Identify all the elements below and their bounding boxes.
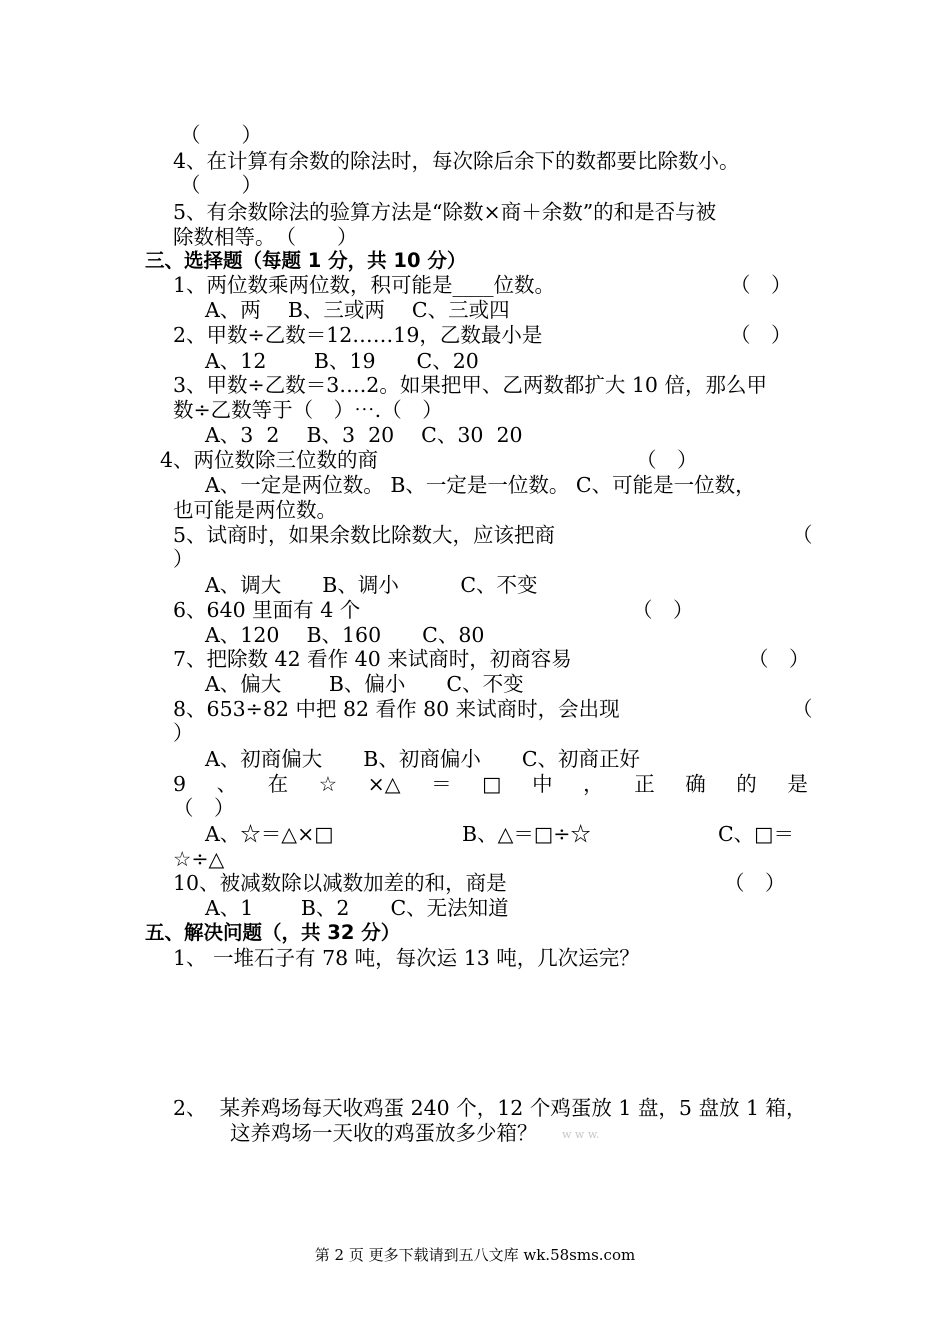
answer-paren: （ ）: [180, 123, 262, 147]
answer-paren: （ ）: [748, 647, 810, 671]
solve-p2-line1: 2、 某养鸡场每天收鸡蛋 240 个，12 个鸡蛋放 1 盘，5 盘放 1 箱，: [173, 1096, 807, 1120]
choice-q10: 10、被减数除以减数加差的和，商是: [173, 871, 507, 895]
answer-paren: （ ）: [724, 871, 786, 895]
choice-q1-options: A、两 B、三或两 C、三或四: [205, 298, 510, 322]
watermark-text: w w w.: [562, 1128, 600, 1141]
page-footer: 第 2 页 更多下载请到五八文库 wk.58sms.com: [314, 1246, 636, 1264]
judge-q5-line2: 除数相等。 （ ）: [173, 225, 358, 249]
choice-q5-options: A、调大 B、调小 C、不变: [205, 573, 538, 597]
choice-q9: 9 、 在 ☆ ×△ ＝ □ 中 ， 正 确 的 是: [173, 772, 808, 796]
answer-paren: （ ）: [632, 598, 694, 622]
choice-q2: 2、甲数÷乙数＝12……19，乙数最小是: [173, 323, 543, 347]
choice-q3-line2: 数÷乙数等于（ ）⋯.（ ）: [173, 398, 443, 422]
answer-paren: （ ）: [730, 273, 792, 297]
choice-q9-option-c: C、□＝: [718, 822, 795, 846]
answer-paren: （ ）: [173, 796, 235, 820]
choice-q9-option-c-cont: ☆÷△: [173, 847, 225, 871]
section-header-solve: 五、解决问题（，共 32 分）: [145, 921, 401, 944]
choice-q3-options: A、3 2 B、3 20 C、30 20: [205, 423, 523, 447]
choice-q4-options-line1: A、一定是两位数。 B、一定是一位数。 C、可能是一位数，: [205, 473, 756, 497]
choice-q10-options: A、1 B、2 C、无法知道: [205, 896, 509, 920]
choice-q5: 5、试商时，如果余数比除数大，应该把商: [173, 523, 556, 547]
choice-q7-options: A、偏大 B、偏小 C、不变: [205, 672, 524, 696]
solve-p1: 1、 一堆石子有 78 吨，每次运 13 吨，几次运完？: [173, 946, 640, 970]
judge-q4: 4、在计算有余数的除法时，每次除后余下的数都要比除数小。: [173, 149, 740, 173]
answer-paren: （ ）: [636, 448, 698, 472]
answer-paren-open: （: [792, 697, 813, 721]
choice-q6: 6、640 里面有 4 个: [173, 598, 361, 622]
choice-q4: 4、两位数除三位数的商: [160, 448, 379, 472]
answer-paren-close: ）: [173, 721, 194, 745]
section-header-choice: 三、选择题（每题 1 分，共 10 分）: [145, 249, 467, 272]
judge-q5-line1: 5、有余数除法的验算方法是“除数×商＋余数”的和是否与被: [173, 200, 717, 224]
answer-paren: （ ）: [730, 323, 792, 347]
choice-q2-options: A、12 B、19 C、20: [205, 349, 479, 373]
choice-q7: 7、把除数 42 看作 40 来试商时，初商容易: [173, 647, 572, 671]
choice-q1: 1、两位数乘两位数，积可能是____位数。: [173, 273, 556, 297]
choice-q3-line1: 3、甲数÷乙数＝3….2。如果把甲、乙两数都扩大 10 倍，那么甲: [173, 373, 767, 397]
answer-paren-close: ）: [173, 547, 194, 571]
choice-q8-options: A、初商偏大 B、初商偏小 C、初商正好: [205, 747, 641, 771]
choice-q6-options: A、120 B、160 C、80: [205, 623, 485, 647]
choice-q8: 8、653÷82 中把 82 看作 80 来试商时，会出现: [173, 697, 620, 721]
answer-paren-open: （: [792, 523, 813, 547]
choice-q9-option-a: A、☆＝△×□: [205, 822, 334, 846]
solve-p2-line2: 这养鸡场一天收的鸡蛋放多少箱？: [230, 1121, 538, 1145]
choice-q4-options-line2: 也可能是两位数。: [173, 498, 337, 522]
answer-paren: （ ）: [180, 173, 262, 197]
choice-q9-option-b: B、△＝□÷☆: [462, 822, 591, 846]
